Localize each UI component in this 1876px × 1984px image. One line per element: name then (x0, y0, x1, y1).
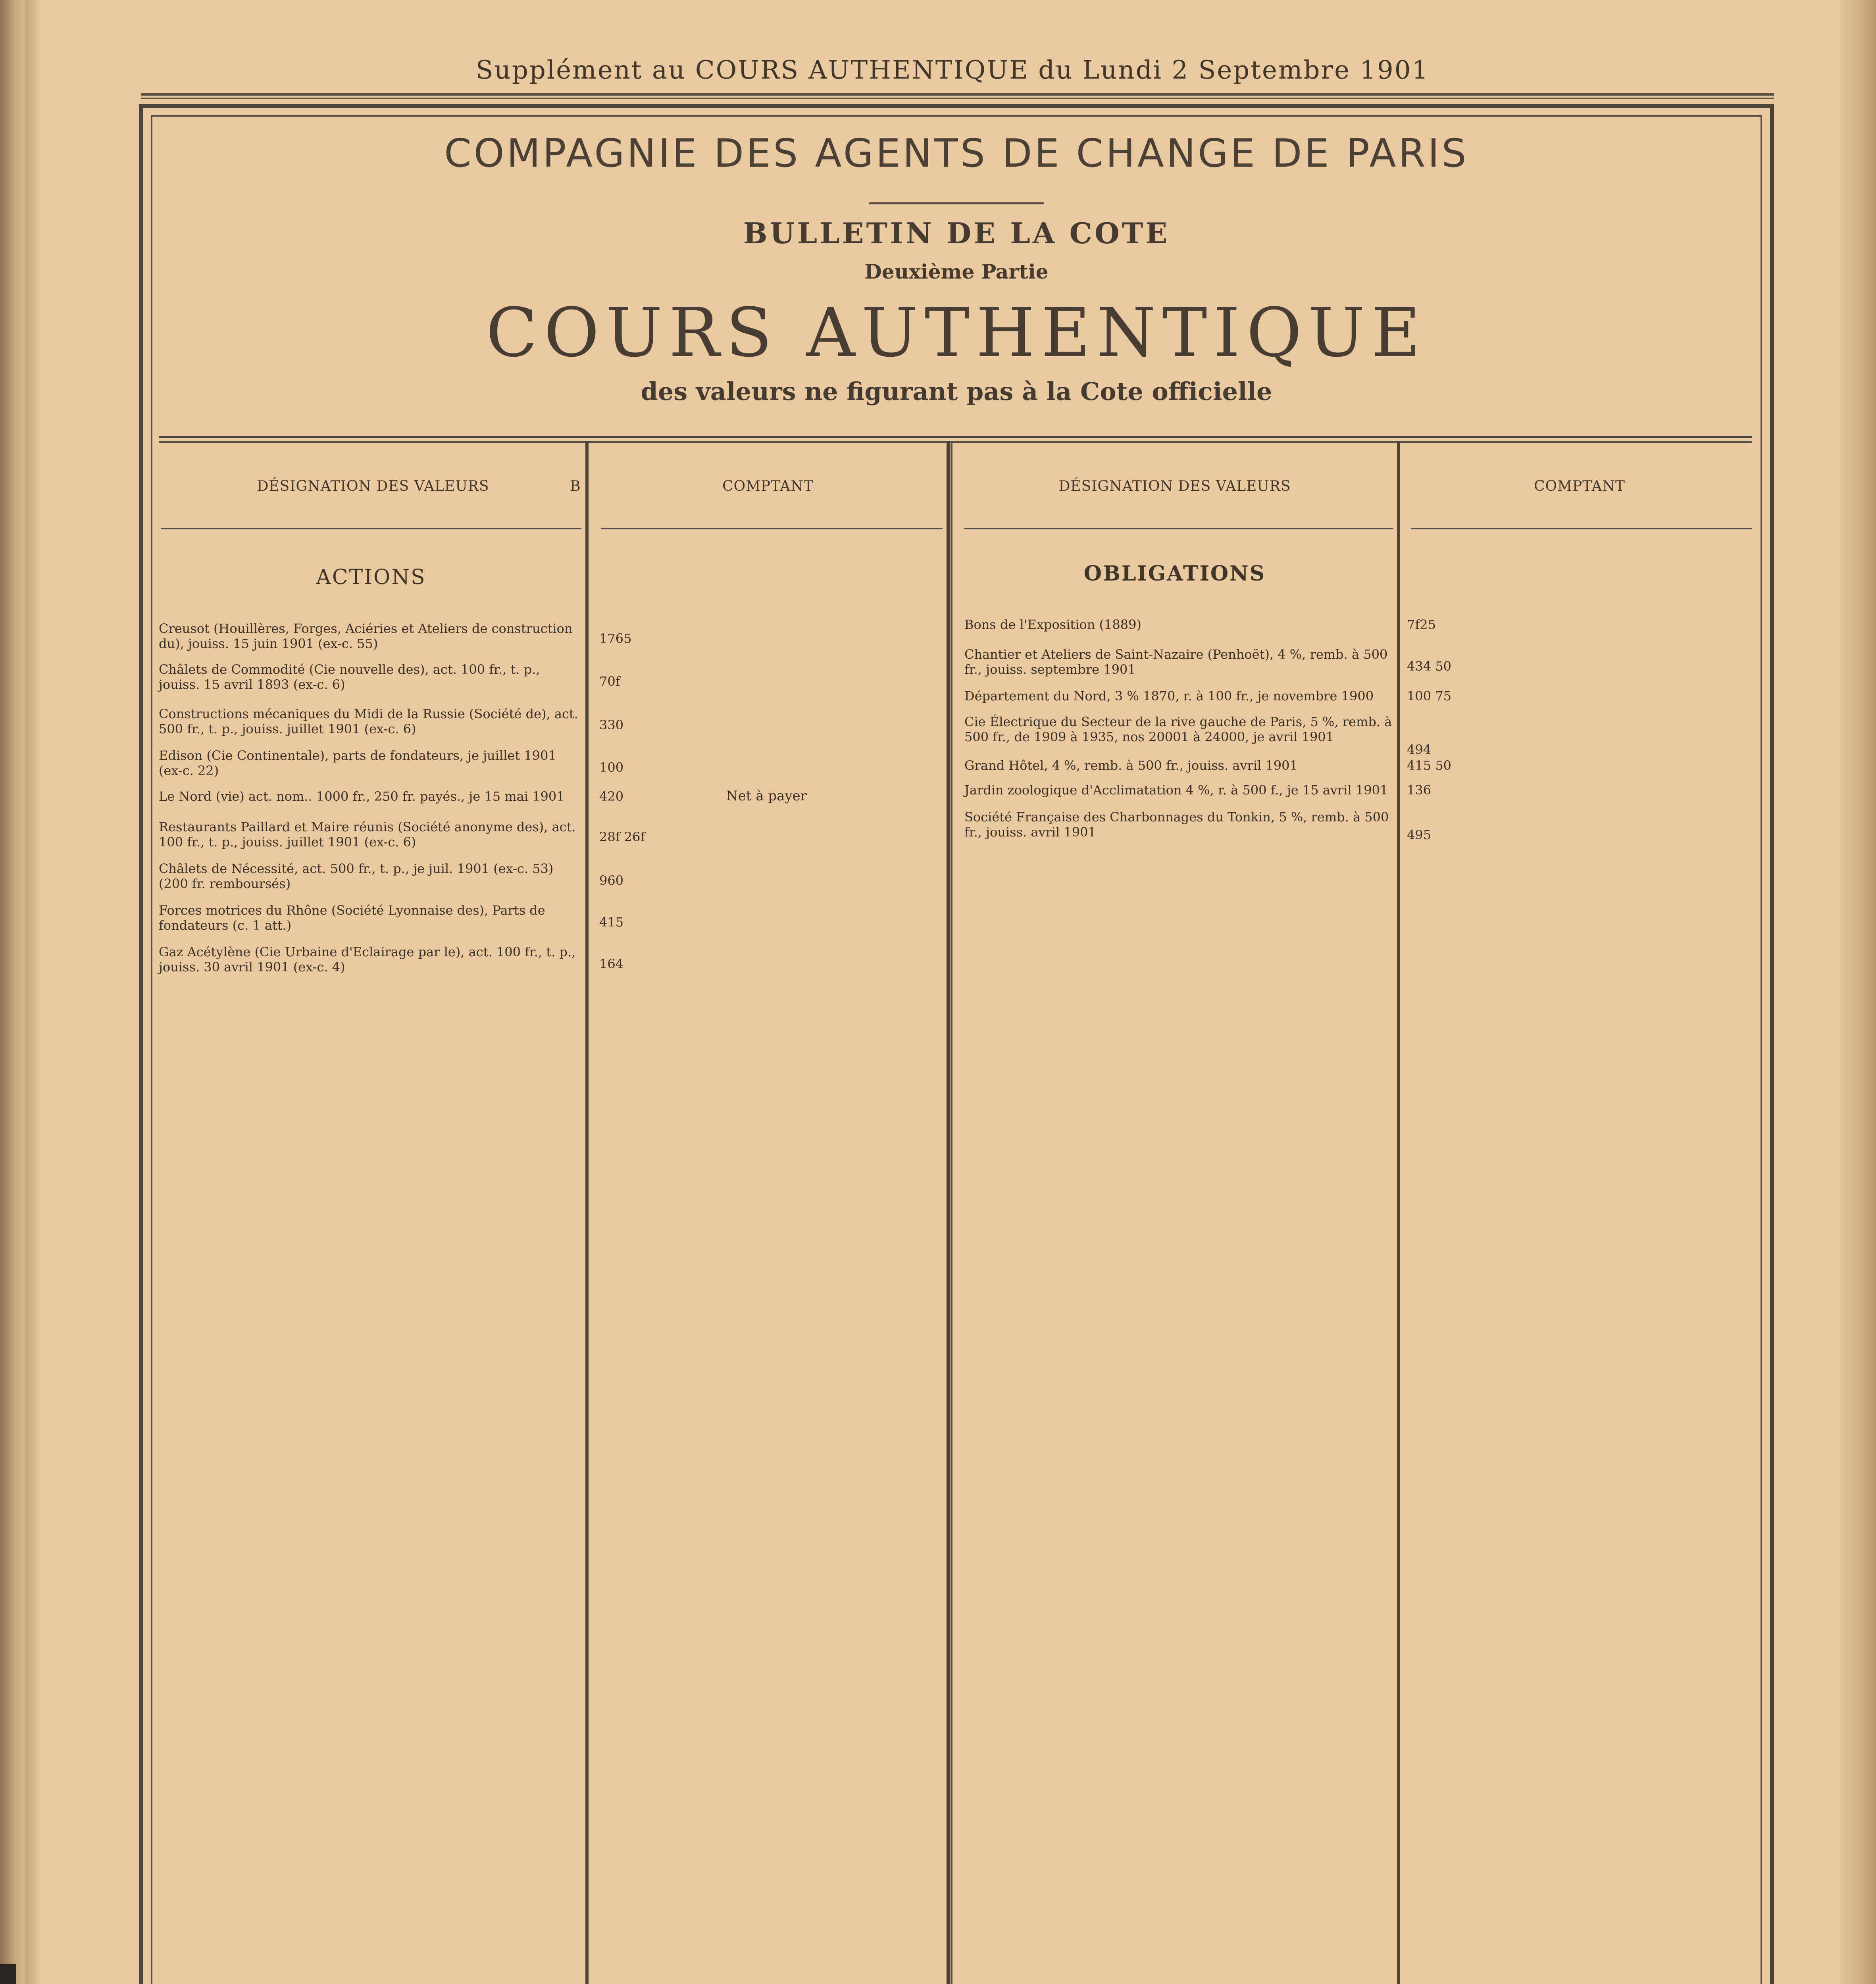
title-divider (869, 202, 1044, 204)
upper-col-divider-3 (1397, 441, 1400, 1984)
obligations-row: Société Française des Charbonnages du Tonkin, 5 %, remb. à 500 fr., jouiss. avril 1901 (964, 809, 1389, 840)
upper-head-rule-4 (1411, 528, 1752, 529)
book-spine (0, 0, 25, 1984)
company-title: COMPAGNIE DES AGENTS DE CHANGE DE PARIS (444, 131, 1469, 176)
actions-price: 420 (599, 789, 624, 804)
actions-price: 330 (599, 717, 624, 732)
obligations-price: 495 (1407, 827, 1432, 842)
page-edge (1840, 0, 1876, 1984)
actions-note: Net à payer (726, 788, 807, 804)
upper-head-rule-3 (964, 528, 1393, 529)
obligations-row: Grand Hôtel, 4 %, remb. à 500 fr., jouiss. avril 1901 (964, 758, 1298, 773)
header-rule (141, 93, 1774, 96)
upper-col-divider-2b (951, 441, 952, 1984)
obligations-row: Département du Nord, 3 % 1870, r. à 100 fr., je novembre 1900 (964, 688, 1374, 704)
actions-heading: ACTIONS (316, 565, 426, 589)
actions-row: Gaz Acétylène (Cie Urbaine d'Eclairage par le), act. 100 fr., t. p., jouiss. 30 avril 1901 (ex-c. 4) (159, 944, 576, 975)
binding-edge (0, 1964, 16, 1984)
actions-row: Le Nord (vie) act. nom.. 1000 fr., 250 fr. payés., je 15 mai 1901 (159, 789, 565, 804)
upper-head-rule-2 (601, 528, 943, 529)
book-spine-shadow (25, 0, 40, 1984)
actions-row: Edison (Cie Continentale), parts de fondateurs, je juillet 1901 (ex-c. 22) (159, 748, 556, 778)
actions-price: 415 (599, 915, 624, 930)
actions-row: Châlets de Nécessité, act. 500 fr., t. p., je juil. 1901 (ex-c. 53) (200 fr. remboursés) (159, 861, 554, 891)
obligations-row: Cie Électrique du Secteur de la rive gauche de Paris, 5 %, remb. à 500 fr., de 1909 à 1935, nos 20001 à 24000, je avril 1901 (964, 714, 1392, 744)
upper-head-rule-1 (161, 528, 581, 529)
main-title: COURS AUTHENTIQUE (486, 294, 1427, 372)
obligations-price: 100 75 (1407, 688, 1451, 704)
actions-row: Creusot (Houillères, Forges, Aciéries et Ateliers de construction du), jouiss. 15 juin 1901 (ex-c. 55) (159, 621, 573, 651)
obligations-heading: OBLIGATIONS (1083, 561, 1266, 586)
obligations-price: 136 (1407, 782, 1432, 798)
upper-col-divider-2 (947, 441, 950, 1984)
actions-row: Châlets de Commodité (Cie nouvelle des), act. 100 fr., t. p., jouiss. 15 avril 1893 (ex-c. 6) (159, 662, 540, 692)
obligations-row: Jardin zoologique d'Acclimatation 4 %, r. à 500 f., je 15 avril 1901 (964, 782, 1388, 798)
actions-row: Restaurants Paillard et Maire réunis (Société anonyme des), act. 100 fr., t. p., jouiss. juillet 1901 (ex-c. 6) (159, 819, 576, 850)
actions-row: Forces motrices du Rhône (Société Lyonnaise des), Parts de fondateurs (c. 1 att.) (159, 903, 545, 933)
upper-table-top (159, 436, 1752, 438)
bleed-through (437, 1071, 1627, 1175)
actions-price: 164 (599, 956, 624, 971)
upper-col-comptant-left: COMPTANT (722, 478, 814, 494)
upper-col-divider-1 (585, 441, 589, 1984)
actions-price: 100 (599, 760, 624, 775)
upper-col-comptant-right: COMPTANT (1534, 478, 1625, 494)
obligations-price: 7f25 (1407, 617, 1436, 632)
bulletin-title: BULLETIN DE LA COTE (743, 216, 1170, 250)
actions-price: 70f (599, 674, 620, 689)
obligations-row: Chantier et Ateliers de Saint-Nazaire (Penhoët), 4 %, remb. à 500 fr., jouiss. septembre 1901 (964, 647, 1388, 677)
obligations-price: 415 50 (1407, 758, 1451, 773)
obligations-price: 434 50 (1407, 659, 1451, 674)
header-rule-thin (141, 98, 1774, 99)
supplement-line: Supplément au COURS AUTHENTIQUE du Lundi 2 Septembre 1901 (475, 56, 1430, 85)
part-title: Deuxième Partie (864, 260, 1049, 283)
actions-price: 28f 26f (599, 829, 645, 844)
upper-col-designation-right: DÉSIGNATION DES VALEURS (1058, 478, 1291, 494)
upper-table-top-thin (159, 441, 1752, 443)
actions-price: 1765 (599, 631, 632, 646)
obligations-row: Bons de l'Exposition (1889) (964, 617, 1141, 632)
upper-col-designation-left: DÉSIGNATION DES VALEURS (257, 478, 489, 494)
main-subtitle: des valeurs ne figurant pas à la Cote officielle (641, 377, 1272, 406)
actions-price: 960 (599, 873, 624, 888)
upper-col-b: B (570, 478, 581, 494)
actions-row: Constructions mécaniques du Midi de la Russie (Société de), act. 500 fr., t. p., jouiss. juillet 1901 (ex-c. 6) (159, 706, 578, 736)
obligations-price: 494 (1407, 742, 1432, 757)
